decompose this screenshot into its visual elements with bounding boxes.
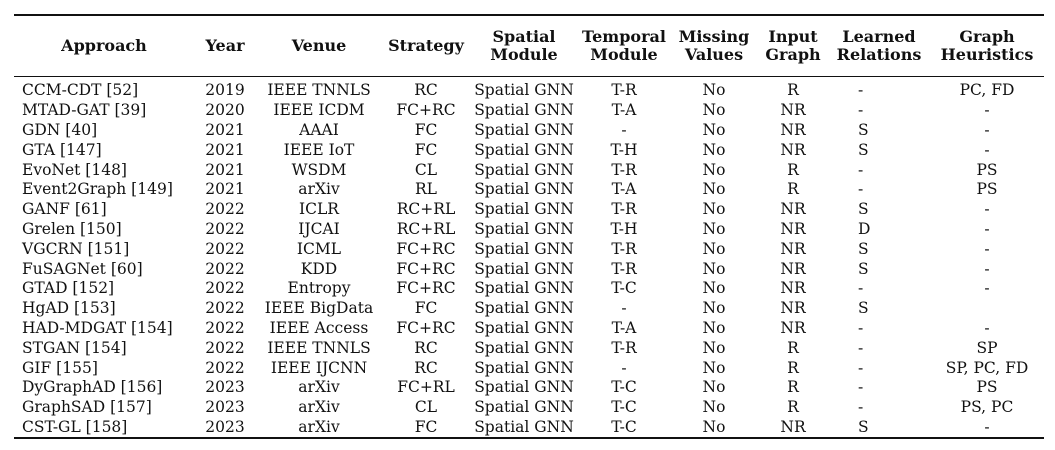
table-row [14,239,1044,259]
table-row [14,378,1044,398]
table-row [14,101,1044,121]
cell-venue: WSDM [291,160,347,179]
cell-missing-values: No [702,219,726,238]
cell-approach: CCM-CDT [52] [22,81,139,100]
cell-input-graph: NR [780,101,806,120]
cell-learned-relations: - [858,101,864,120]
cell-missing-values: No [702,318,726,337]
cell-learned-relations: S [858,259,869,278]
cell-venue: Entropy [287,279,351,298]
column-header-temporal-module [578,15,670,77]
cell-graph-heuristics: - [984,259,990,278]
cell-input-graph: R [787,398,799,417]
cell-spatial-module: Spatial GNN [474,81,574,100]
cell-venue: arXiv [298,378,340,397]
cell-venue: IEEE Access [269,318,369,337]
cell-approach: GIF [155] [22,358,98,377]
cell-spatial-module: Spatial GNN [474,299,574,318]
cell-input-graph: NR [780,239,806,258]
cell-input-graph: NR [780,259,806,278]
cell-graph-heuristics: - [984,219,990,238]
cell-missing-values: No [702,180,726,199]
cell-year: 2022 [205,338,245,357]
cell-spatial-module: Spatial GNN [474,358,574,377]
cell-year: 2021 [205,180,245,199]
column-header-learned-relations [828,15,930,77]
cell-strategy: FC [414,417,438,436]
cell-strategy: FC+RL [397,378,455,397]
cell-missing-values: No [702,398,726,417]
cell-approach: Event2Graph [149] [22,180,173,199]
cell-temporal-module: - [621,299,627,318]
cell-input-graph: R [787,160,799,179]
column-header-venue [256,15,382,77]
cell-year: 2023 [205,398,245,417]
cell-graph-heuristics [930,299,1044,319]
column-header-approach [14,15,194,77]
cell-spatial-module: Spatial GNN [474,180,574,199]
table-row [14,220,1044,240]
cell-graph-heuristics: - [984,279,990,298]
cell-missing-values: No [702,279,726,298]
cell-temporal-module: - [621,358,627,377]
cell-approach: GDN [40] [22,120,98,139]
cell-temporal-module: T-R [611,200,637,219]
cell-input-graph: NR [780,318,806,337]
cell-graph-heuristics: - [984,140,990,159]
cell-learned-relations: S [858,200,869,219]
cell-year: 2021 [205,120,245,139]
cell-strategy: RC [414,358,438,377]
cell-year: 2022 [205,219,245,238]
cell-temporal-module: T-R [611,338,637,357]
column-header-text: Strategy [388,36,464,55]
cell-learned-relations: - [858,338,864,357]
cell-graph-heuristics: SP [976,338,998,357]
cell-approach: FuSAGNet [60] [22,259,143,278]
cell-input-graph: R [787,180,799,199]
cell-missing-values: No [702,200,726,219]
cell-year: 2021 [205,140,245,159]
cell-spatial-module: Spatial GNN [474,160,574,179]
cell-strategy: RL [415,180,437,199]
cell-temporal-module: T-R [611,81,637,100]
column-header-text: Values [684,45,744,64]
table-row [14,121,1044,141]
cell-missing-values: No [702,101,726,120]
cell-input-graph: NR [780,200,806,219]
cell-input-graph: NR [780,120,806,139]
cell-venue: IEEE TNNLS [267,81,371,100]
cell-temporal-module: T-H [610,219,638,238]
cell-missing-values: No [702,338,726,357]
cell-venue: AAAI [299,120,339,139]
cell-temporal-module: T-C [611,279,637,298]
cell-graph-heuristics: PS [976,180,998,199]
cell-missing-values: No [702,378,726,397]
cell-temporal-module: T-R [611,259,637,278]
cell-temporal-module: T-C [611,378,637,397]
cell-graph-heuristics: PS [976,378,998,397]
cell-approach: EvoNet [148] [22,160,127,179]
cell-learned-relations: D [858,219,871,238]
cell-learned-relations: S [858,239,869,258]
cell-learned-relations: - [858,318,864,337]
cell-input-graph: NR [780,417,806,436]
table-row [14,200,1044,220]
cell-venue: ICLR [299,200,339,219]
cell-spatial-module: Spatial GNN [474,279,574,298]
cell-venue: arXiv [298,398,340,417]
cell-temporal-module: T-R [611,160,637,179]
cell-approach: GraphSAD [157] [22,398,152,417]
table-row [14,140,1044,160]
cell-strategy: FC [414,140,438,159]
cell-missing-values: No [702,140,726,159]
cell-spatial-module: Spatial GNN [474,101,574,120]
cell-approach: GTAD [152] [22,279,115,298]
cell-year: 2022 [205,358,245,377]
cell-strategy: FC+RC [396,259,456,278]
cell-input-graph: NR [780,140,806,159]
table-row [14,319,1044,339]
table-row [14,77,1044,101]
cell-year: 2023 [205,378,245,397]
cell-venue: IEEE IJCNN [270,358,368,377]
cell-input-graph: R [787,81,799,100]
cell-missing-values: No [702,120,726,139]
cell-strategy: FC [414,299,438,318]
cell-temporal-module: - [621,120,627,139]
cell-year: 2023 [205,417,245,436]
column-header-graph-heuristics [930,15,1044,77]
cell-graph-heuristics: - [984,101,990,120]
cell-temporal-module: T-A [611,101,637,120]
cell-spatial-module: Spatial GNN [474,140,574,159]
cell-spatial-module: Spatial GNN [474,239,574,258]
cell-venue: KDD [300,259,338,278]
table-row [14,160,1044,180]
column-header-text: Spatial [492,27,556,46]
cell-approach: HAD-MDGAT [154] [22,318,173,337]
cell-graph-heuristics: - [984,318,990,337]
cell-input-graph: NR [780,279,806,298]
cell-learned-relations: - [858,180,864,199]
column-header-text: Graph [765,45,821,64]
cell-input-graph: R [787,338,799,357]
cell-learned-relations: - [858,358,864,377]
cell-learned-relations: S [858,299,869,318]
cell-learned-relations: - [858,81,864,100]
cell-learned-relations: S [858,120,869,139]
cell-spatial-module: Spatial GNN [474,259,574,278]
cell-missing-values: No [702,81,726,100]
cell-approach: STGAN [154] [22,338,127,357]
cell-spatial-module: Spatial GNN [474,378,574,397]
cell-approach: HgAD [153] [22,299,116,318]
cell-venue: arXiv [298,417,340,436]
cell-approach: GANF [61] [22,200,107,219]
cell-strategy: CL [414,398,438,417]
cell-strategy: RC+RL [396,219,456,238]
cell-learned-relations: - [858,398,864,417]
table-row [14,259,1044,279]
cell-input-graph: R [787,378,799,397]
column-header-text: Learned [842,27,916,46]
cell-learned-relations: - [858,378,864,397]
cell-approach: CST-GL [158] [22,417,128,436]
column-header-text: Venue [291,36,347,55]
cell-graph-heuristics: - [984,120,990,139]
cell-input-graph: R [787,358,799,377]
cell-approach: VGCRN [151] [22,239,130,258]
column-header-text: Year [205,36,245,55]
cell-venue: IEEE ICDM [273,101,365,120]
table-row [14,398,1044,418]
cell-year: 2022 [205,200,245,219]
column-header-text: Temporal [582,27,666,46]
cell-learned-relations: - [858,160,864,179]
column-header-text: Module [490,45,558,64]
cell-year: 2022 [205,299,245,318]
cell-spatial-module: Spatial GNN [474,200,574,219]
cell-approach: Grelen [150] [22,219,122,238]
cell-temporal-module: T-C [611,417,637,436]
cell-strategy: RC [414,338,438,357]
cell-venue: IEEE IoT [283,140,355,159]
cell-year: 2019 [205,81,245,100]
cell-learned-relations: - [858,279,864,298]
cell-strategy: FC+RC [396,279,456,298]
table-row [14,418,1044,439]
column-header-missing-values [670,15,758,77]
cell-year: 2022 [205,239,245,258]
cell-strategy: RC [414,81,438,100]
column-header-strategy [382,15,470,77]
table-header [14,15,1044,77]
column-header-input-graph [758,15,828,77]
column-header-text: Input [768,27,818,46]
cell-graph-heuristics: PS [976,160,998,179]
cell-strategy: FC+RC [396,318,456,337]
cell-graph-heuristics: - [984,239,990,258]
cell-strategy: FC+RC [396,101,456,120]
cell-graph-heuristics: - [984,417,990,436]
cell-input-graph: NR [780,219,806,238]
cell-approach: MTAD-GAT [39] [22,101,147,120]
cell-missing-values: No [702,358,726,377]
cell-strategy: CL [414,160,438,179]
cell-year: 2022 [205,279,245,298]
cell-venue: IEEE TNNLS [267,338,371,357]
cell-strategy: FC [414,120,438,139]
cell-strategy: RC+RL [396,200,456,219]
column-header-text: Heuristics [940,45,1034,64]
comparison-table [14,14,1044,439]
cell-year: 2022 [205,318,245,337]
cell-temporal-module: T-A [611,318,637,337]
cell-spatial-module: Spatial GNN [474,318,574,337]
column-header-text: Relations [836,45,922,64]
cell-missing-values: No [702,239,726,258]
cell-missing-values: No [702,160,726,179]
cell-spatial-module: Spatial GNN [474,120,574,139]
table-row [14,299,1044,319]
column-header-year [194,15,256,77]
table-row [14,358,1044,378]
cell-input-graph: NR [780,299,806,318]
cell-venue: arXiv [298,180,340,199]
cell-temporal-module: T-A [611,180,637,199]
cell-graph-heuristics: PS, PC [960,398,1014,417]
cell-temporal-module: T-C [611,398,637,417]
cell-spatial-module: Spatial GNN [474,398,574,417]
cell-learned-relations: S [858,140,869,159]
cell-graph-heuristics: - [984,200,990,219]
cell-missing-values: No [702,259,726,278]
cell-spatial-module: Spatial GNN [474,417,574,436]
cell-spatial-module: Spatial GNN [474,338,574,357]
cell-year: 2022 [205,259,245,278]
cell-venue: IJCAI [298,219,340,238]
cell-year: 2020 [205,101,245,120]
column-header-text: Approach [61,36,147,55]
cell-venue: IEEE BigData [264,299,374,318]
cell-strategy: FC+RC [396,239,456,258]
table-row [14,279,1044,299]
cell-spatial-module: Spatial GNN [474,219,574,238]
cell-missing-values: No [702,299,726,318]
column-header-text: Module [590,45,658,64]
cell-approach: GTA [147] [22,140,102,159]
cell-graph-heuristics: SP, PC, FD [945,358,1029,377]
cell-year: 2021 [205,160,245,179]
cell-graph-heuristics: PC, FD [959,81,1015,100]
column-header-text: Graph [959,27,1015,46]
table-row [14,338,1044,358]
cell-missing-values: No [702,417,726,436]
cell-learned-relations: S [858,417,869,436]
cell-venue: ICML [296,239,342,258]
table-row [14,180,1044,200]
cell-approach: DyGraphAD [156] [22,378,163,397]
cell-temporal-module: T-R [611,239,637,258]
column-header-text: Missing [678,27,750,46]
column-header-spatial-module [470,15,578,77]
cell-temporal-module: T-H [610,140,638,159]
table-body [14,77,1044,439]
